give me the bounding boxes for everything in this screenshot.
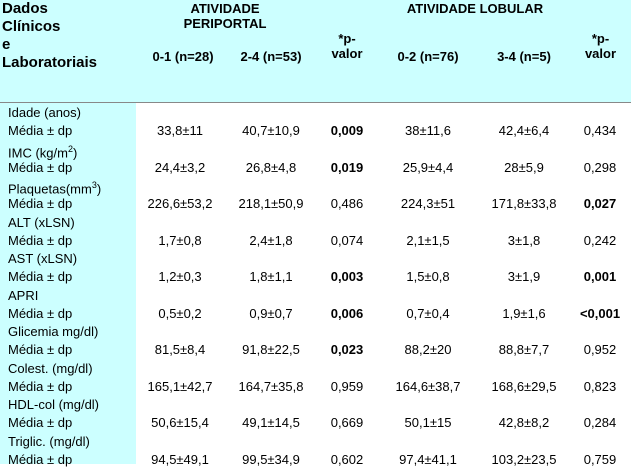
- table-cell: 1,8±1,1: [249, 269, 293, 284]
- table-cell: 0,074: [330, 232, 364, 248]
- table-cell: 0,003: [330, 269, 364, 284]
- table-cell: 164,7±35,8: [238, 378, 304, 394]
- table-cell: 26,8±4,8: [245, 159, 297, 175]
- row-variable-label: AST (xLSN): [8, 251, 78, 266]
- table-cell: 171,8±33,8: [491, 196, 557, 211]
- table-cell: 103,2±23,5: [491, 451, 557, 467]
- table-cell: 49,1±14,5: [242, 415, 300, 430]
- row-variable-label: APRI: [8, 287, 39, 303]
- table-cell: 218,1±50,9: [238, 196, 304, 211]
- row-stat-label: Média ± dp: [8, 342, 73, 357]
- table-cell: 3±1,8: [507, 232, 541, 248]
- table-cell: 91,8±22,5: [242, 342, 300, 357]
- table-cell: 0,823: [583, 378, 617, 394]
- table-cell: 3±1,9: [507, 269, 541, 284]
- table-cell: 42,4±6,4: [498, 123, 550, 138]
- table-cell: 224,3±51: [400, 196, 456, 211]
- row-variable-label: Colest. (mg/dl): [8, 360, 93, 376]
- table-cell: 0,9±0,7: [249, 305, 293, 321]
- table-cell: 226,6±53,2: [147, 196, 213, 211]
- table-cell: 0,5±0,2: [158, 305, 202, 321]
- table-cell: 0,434: [583, 123, 617, 138]
- table-cell: 0,602: [330, 451, 364, 467]
- table-cell: 24,4±3,2: [154, 159, 206, 175]
- table-cell: <0,001: [579, 305, 621, 321]
- header-title: Dados Clínicos e Laboratoriais: [2, 0, 98, 71]
- col-lobular-pvalue: *p- valor: [584, 31, 617, 61]
- table-cell: 97,4±41,1: [399, 451, 457, 467]
- table-cell: 28±5,9: [504, 159, 544, 175]
- row-variable-label: Triglic. (mg/dl): [8, 433, 90, 449]
- table-cell: 88,2±20: [404, 342, 452, 357]
- table-cell: 0,298: [583, 159, 617, 175]
- col-periportal-pvalue: *p- valor: [331, 31, 363, 61]
- group-lobular: ATIVIDADE LOBULAR: [406, 1, 544, 16]
- table-cell: 0,001: [583, 269, 617, 284]
- group-periportal: ATIVIDADE PERIPORTAL: [183, 1, 267, 31]
- table-cell: 99,5±34,9: [242, 451, 300, 467]
- table-cell: 0,959: [330, 378, 364, 394]
- table-cell: 40,7±10,9: [242, 123, 300, 138]
- table-cell: 0,669: [330, 415, 364, 430]
- table-cell: 0,952: [583, 342, 617, 357]
- col-periportal-0-1: 0-1 (n=28): [152, 49, 214, 64]
- table-cell: 50,1±15: [404, 415, 452, 430]
- row-stat-label: Média ± dp: [8, 269, 73, 284]
- table-cell: 1,9±1,6: [502, 305, 546, 321]
- table-cell: 0,023: [330, 342, 364, 357]
- table-cell: 0,284: [583, 415, 617, 430]
- table-cell: 0,019: [330, 159, 364, 175]
- table-cell: 0,7±0,4: [406, 305, 450, 321]
- row-stat-label: Média ± dp: [8, 415, 73, 430]
- row-stat-label: Média ± dp: [8, 232, 73, 248]
- row-variable-label: HDL-col (mg/dl): [8, 397, 100, 412]
- table-cell: 50,6±15,4: [151, 415, 209, 430]
- row-stat-label: Média ± dp: [8, 451, 73, 467]
- row-stat-label: Média ± dp: [8, 305, 73, 321]
- table-cell: 81,5±8,4: [154, 342, 206, 357]
- row-variable-label: Idade (anos): [8, 105, 81, 120]
- table-cell: 2,1±1,5: [406, 232, 450, 248]
- row-stat-label: Média ± dp: [8, 196, 73, 211]
- table-cell: 0,009: [330, 123, 364, 138]
- row-variable-label: ALT (xLSN): [8, 214, 75, 230]
- row-variable-label: $Plaquetas(mm^3)$: [8, 180, 102, 197]
- table-cell: 165,1±42,7: [147, 378, 213, 394]
- col-lobular-3-4: 3-4 (n=5): [497, 49, 551, 64]
- table-cell: 1,5±0,8: [406, 269, 450, 284]
- table-cell: 0,759: [583, 451, 617, 467]
- row-stat-label: Média ± dp: [8, 378, 73, 394]
- table-cell: 33,8±11: [157, 123, 203, 138]
- table-cell: 0,486: [330, 196, 364, 211]
- row-stat-label: Média ± dp: [8, 159, 73, 175]
- table-cell: 0,027: [583, 196, 617, 211]
- table-cell: 42,8±8,2: [498, 415, 550, 430]
- col-periportal-2-4: 2-4 (n=53): [240, 49, 302, 64]
- row-stat-label: Média ± dp: [8, 123, 73, 138]
- table-cell: 168,6±29,5: [491, 378, 557, 394]
- table-cell: 25,9±4,4: [402, 159, 454, 175]
- table-header: [0, 0, 631, 102]
- row-variable-label: Glicemia mg/dl): [8, 324, 99, 339]
- row-variable-label: IMC $(kg/m^2)$: [8, 143, 78, 160]
- table-cell: 38±11,6: [405, 123, 451, 138]
- table-cell: 0,242: [583, 232, 617, 248]
- table-cell: 2,4±1,8: [249, 232, 293, 248]
- table-cell: 1,2±0,3: [158, 269, 202, 284]
- table-cell: 1,7±0,8: [158, 232, 202, 248]
- table-cell: 94,5±49,1: [151, 451, 209, 467]
- table-cell: 88,8±7,7: [498, 342, 550, 357]
- table-cell: 0,006: [330, 305, 364, 321]
- table-cell: 164,6±38,7: [395, 378, 461, 394]
- col-lobular-0-2: 0-2 (n=76): [397, 49, 459, 64]
